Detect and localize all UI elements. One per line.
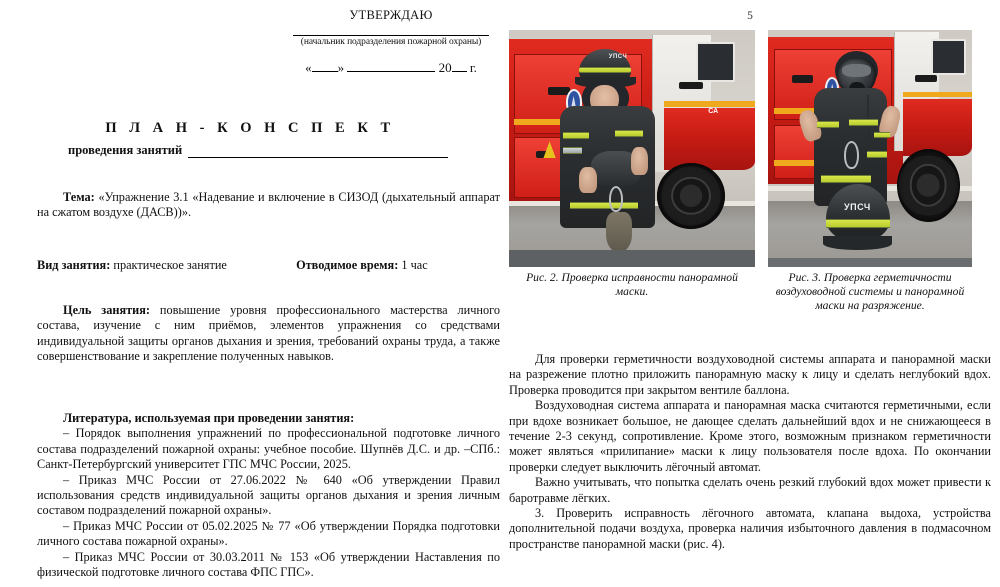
literature-block bbox=[37, 411, 500, 580]
theme-value: «Упражнение 3.1 «Надевание и включение в СИЗОД (дыхательный аппарат на сжатом воздухе (ДАСВ))». bbox=[37, 190, 500, 220]
helmet-reflective-stripe bbox=[579, 67, 631, 73]
page-title-text: П Л А Н - К О Н С П Е К Т bbox=[105, 120, 395, 136]
truck-side-text: СА bbox=[708, 108, 719, 116]
lesson-meta-row bbox=[37, 258, 500, 273]
goal-label: Цель занятия: bbox=[63, 303, 150, 317]
cab-yellow-stripe bbox=[664, 101, 755, 107]
sleeve-reflective bbox=[874, 132, 890, 139]
month-blank bbox=[347, 71, 435, 72]
figure-row bbox=[509, 30, 991, 267]
subtitle-row bbox=[68, 143, 448, 158]
quote-close: » bbox=[337, 60, 345, 75]
theme-paragraph bbox=[37, 190, 500, 221]
wheel-hubcap bbox=[671, 177, 711, 215]
literature-item: – Приказ МЧС России от 27.06.2022 № 640 «Об утверждении Правил использования средств индивидуальной защиты органов дыхания и зрения личным составом подразделений пожарной охраны». bbox=[37, 472, 500, 518]
literature-heading: Литература, используемая при проведении занятия: bbox=[63, 411, 355, 425]
carabiner-icon bbox=[609, 186, 623, 212]
hand-right bbox=[631, 147, 648, 175]
helmet-label: УПСЧ bbox=[608, 54, 628, 61]
cab-handle-icon bbox=[915, 75, 937, 82]
date-line bbox=[282, 60, 500, 76]
goal-value: повышение уровня профессионального мастерства личного состава, изучение с ним приёмов, элементов упражнения со средствами индивидуальной защиты органов дыхания и зрения, требований охраны труда, а также совершенствование и закрепление полученных навыков. bbox=[37, 303, 500, 364]
figure-caption-2: Рис. 2. Проверка исправности панорамной маски. bbox=[526, 271, 738, 299]
coat-reflective-left bbox=[817, 121, 840, 128]
subtitle-label: проведения занятий bbox=[68, 143, 183, 157]
goal-paragraph bbox=[37, 303, 500, 365]
hand-left bbox=[579, 167, 597, 193]
cab-window bbox=[931, 39, 966, 75]
page-number: 5 bbox=[747, 10, 753, 22]
mask-visor bbox=[842, 64, 872, 77]
coat-reflective-right bbox=[849, 119, 879, 126]
lesson-type-label: Вид занятия: bbox=[37, 258, 111, 272]
photo-fire-truck-mask-check bbox=[509, 30, 755, 267]
literature-item: – Порядок выполнения упражнений по профессиональной подготовке личного состава подразделений пожарной охраны: учебное пособие. Шупнёв Д.С. и др. –СПб.: Санкт-Петербургский университет ГПС МЧС России, 2025. bbox=[37, 426, 500, 472]
cab-handle-icon bbox=[679, 82, 704, 89]
body-paragraph: 3. Проверить исправность лёгочного автомата, клапана выдоха, устройства дополнительной подачи воздуха, проверка наличия избыточного давления в подмасочном пространстве панорамной маски (рис. 4). bbox=[509, 506, 991, 551]
photo-bottom-shadow bbox=[768, 258, 972, 267]
year-suffix: г. bbox=[469, 60, 477, 75]
quote-open: « bbox=[305, 60, 312, 75]
literature-item: – Приказ МЧС России от 30.03.2011 № 153 «Об утверждении Наставления по физической подготовке личного состава ФПС ГПС». bbox=[37, 549, 500, 580]
time-label: Отводимое время: bbox=[296, 258, 399, 272]
carabiner-icon bbox=[844, 141, 859, 169]
helmet-reflective-stripe bbox=[826, 219, 890, 228]
firefighter-figure bbox=[801, 49, 915, 267]
year-blank bbox=[452, 71, 467, 72]
coat-silver-stripe-left bbox=[563, 147, 582, 154]
figure-image-2 bbox=[509, 30, 755, 267]
cab-window bbox=[696, 42, 735, 82]
year-prefix: 20 bbox=[438, 60, 452, 75]
approval-word: УТВЕРЖДАЮ bbox=[349, 8, 433, 22]
subtitle-blank-rule bbox=[188, 146, 448, 158]
goal-block bbox=[37, 303, 500, 365]
photo-mask-tightness-check bbox=[768, 30, 972, 267]
helmet-label: УПСЧ bbox=[844, 201, 871, 212]
coat-reflective-left bbox=[563, 132, 589, 139]
figure-image-3 bbox=[768, 30, 972, 267]
right-body bbox=[509, 352, 991, 552]
coat-hem-reflective bbox=[570, 202, 638, 210]
day-blank bbox=[312, 71, 338, 72]
truck-front-fender bbox=[664, 108, 755, 170]
body-paragraph: Важно учитывать, что попытка сделать очень резкий глубокий вдох может привести к баротравме лёгких. bbox=[509, 475, 991, 505]
left-body bbox=[37, 190, 500, 221]
coat-reflective-mid bbox=[867, 151, 888, 158]
signature-rule bbox=[293, 35, 489, 36]
firefighter-figure bbox=[553, 49, 671, 267]
figure-caption-3: Рис. 3. Проверка герметичности воздуховодной системы и панорамной маски на разряжение. bbox=[775, 271, 965, 313]
gloves bbox=[606, 212, 632, 251]
theme-label: Тема: bbox=[63, 190, 95, 204]
right-column bbox=[500, 0, 1000, 587]
body-paragraph: Воздуховодная система аппарата и панорамная маска считаются герметичными, если при вдохе возникает большое, не дающее сделать дальнейший вдох и не снижающееся в течение 2-3 секунд, сопротивление. Кроме этого, возможным признаком герметичности может являться «прилипание» маски к лицу пользователя после вдоха. По окончании проверки следует выключить лёгочный автомат. bbox=[509, 398, 991, 474]
approval-block bbox=[282, 8, 500, 76]
photo-bottom-shadow bbox=[509, 250, 755, 267]
coat-reflective-right bbox=[615, 130, 643, 137]
lesson-type-value: практическое занятие bbox=[113, 258, 227, 272]
helmet-brim bbox=[823, 236, 892, 249]
wheel-hubcap bbox=[910, 164, 947, 207]
lesson-type-field bbox=[37, 258, 293, 273]
body-paragraph: Для проверки герметичности воздуховодной системы аппарата и панорамной маски на разрежение плотно приложить панорамную маску к лицу и сделать неглубокий вдох. Проверка проводится при закрытом вентиле баллона. bbox=[509, 352, 991, 397]
coat-hem-reflective bbox=[821, 175, 871, 182]
time-value: 1 час bbox=[401, 258, 428, 272]
page-title bbox=[0, 119, 500, 137]
signatory-caption: (начальник подразделения пожарной охраны) bbox=[300, 37, 482, 47]
literature-item: – Приказ МЧС России от 05.02.2025 № 77 «Об утверждении Порядка подготовки личного состава пожарной охраны». bbox=[37, 518, 500, 549]
caption-row bbox=[509, 271, 991, 314]
time-field bbox=[296, 258, 428, 272]
